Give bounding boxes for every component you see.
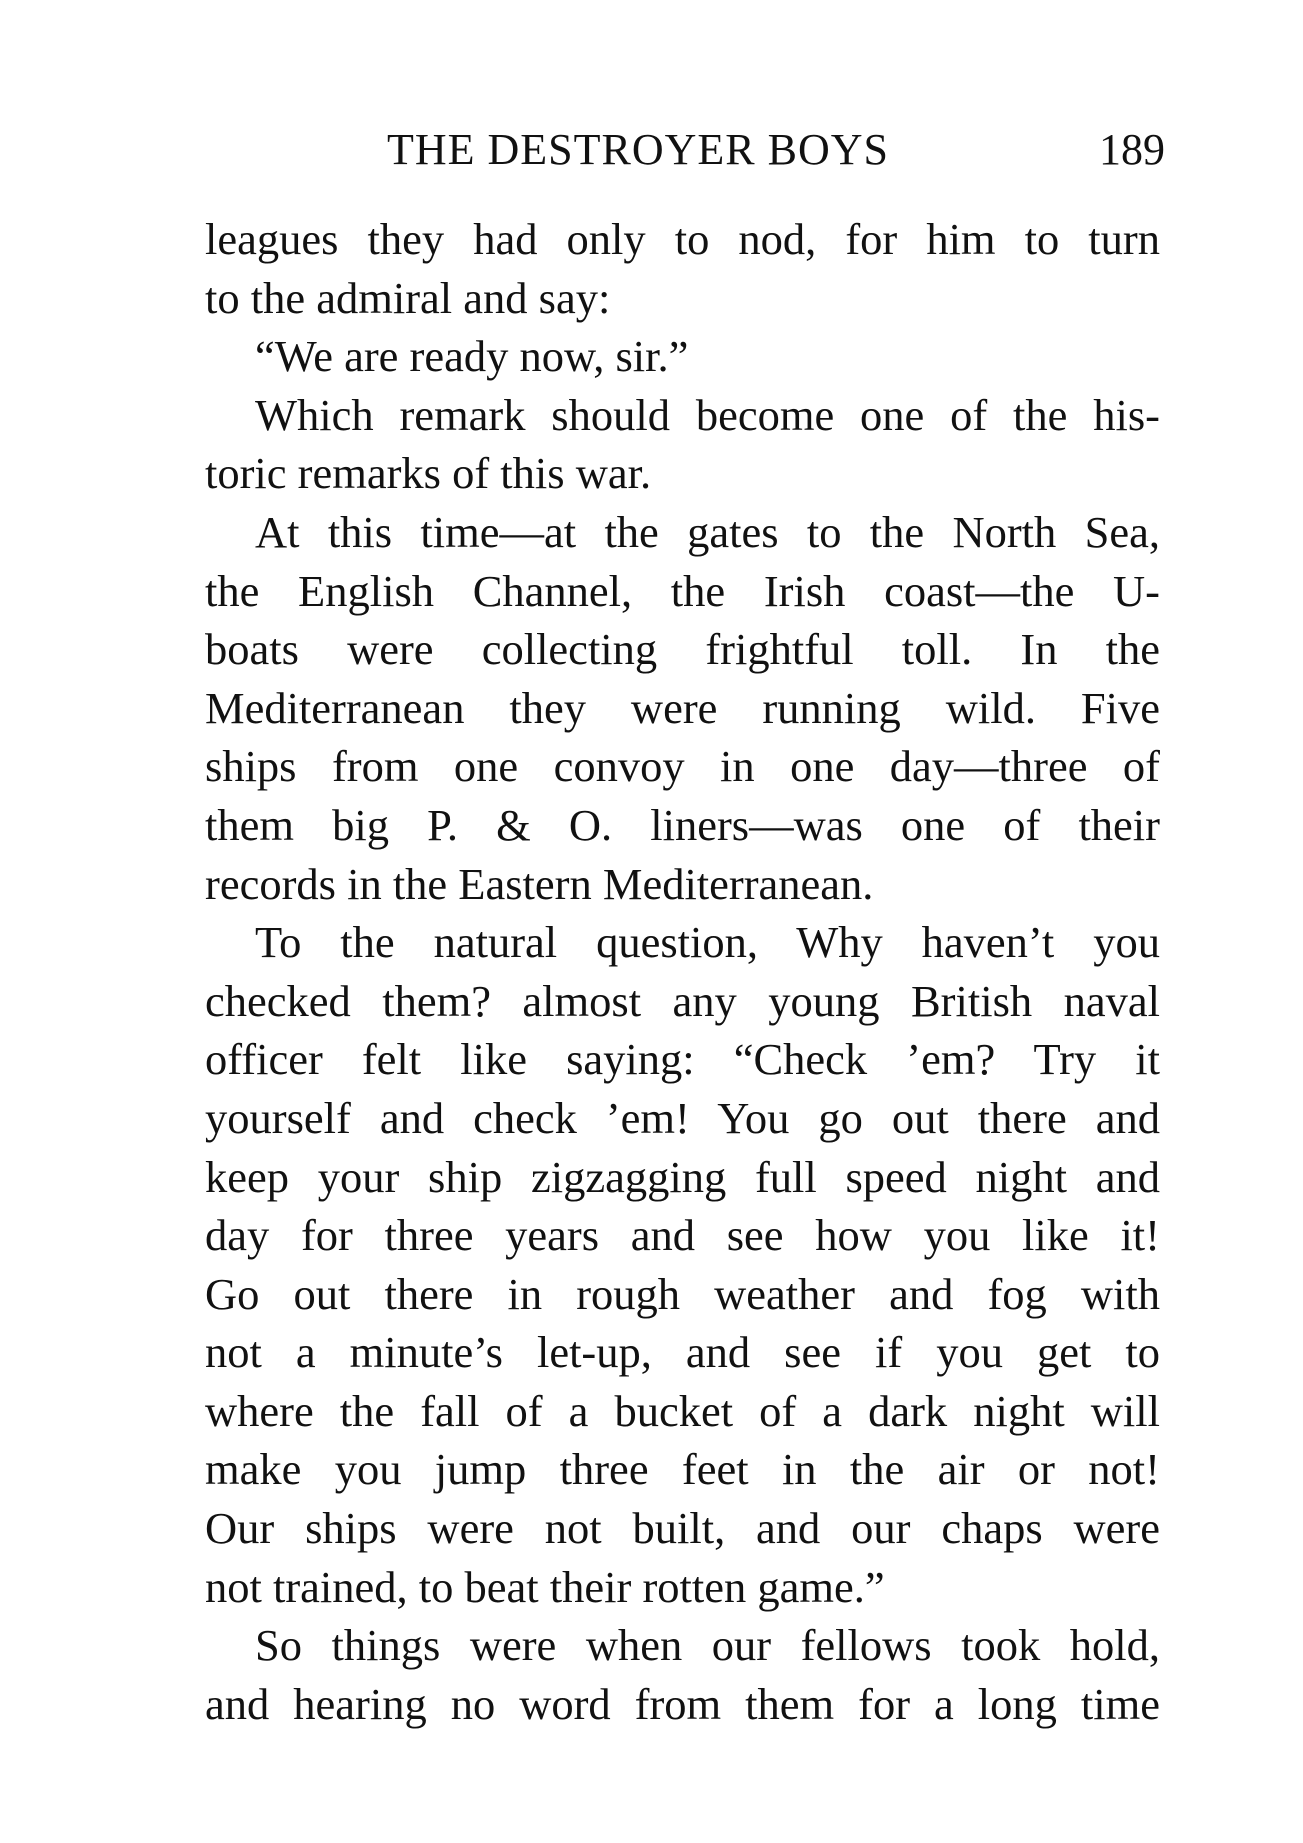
text-line: ships from one convoy in one day—three of bbox=[205, 741, 1160, 792]
text-line: Our ships were not built, and our chaps were bbox=[205, 1503, 1160, 1554]
text-line: checked them? almost any young British naval bbox=[205, 975, 1160, 1026]
text-line: yourself and check ’em! You go out there and bbox=[205, 1092, 1160, 1143]
text-line: At this time—at the gates to the North Sea, bbox=[255, 506, 1160, 557]
text-line: the English Channel, the Irish coast—the U- bbox=[205, 565, 1160, 616]
text-line: toric remarks of this war. bbox=[205, 448, 652, 499]
text-line: Mediterranean they were running wild. Five bbox=[205, 682, 1160, 733]
text-line: “We are ready now, sir.” bbox=[255, 331, 689, 382]
text-line: boats were collecting frightful toll. In the bbox=[205, 624, 1160, 675]
body-text bbox=[205, 210, 1160, 1733]
text-line: leagues they had only to nod, for him to turn bbox=[205, 214, 1160, 264]
text-line: To the natural question, Why haven’t you bbox=[255, 917, 1160, 968]
text-line: records in the Eastern Mediterranean. bbox=[205, 858, 874, 909]
text-line: officer felt like saying: “Check ’em? Try it bbox=[205, 1034, 1160, 1085]
page-number: 189 bbox=[1099, 125, 1165, 174]
text-line: where the fall of a bucket of a dark night will bbox=[205, 1385, 1160, 1436]
text-line: make you jump three feet in the air or not! bbox=[205, 1444, 1160, 1495]
text-line: Which remark should become one of the his- bbox=[255, 389, 1160, 440]
text-line: day for three years and see how you like it! bbox=[205, 1210, 1160, 1261]
text-line: not trained, to beat their rotten game.” bbox=[205, 1561, 885, 1612]
text-line: keep your ship zigzagging full speed night and bbox=[205, 1151, 1160, 1202]
text-line: them big P. & O. liners—was one of their bbox=[205, 799, 1160, 850]
text-line: So things were when our fellows took hold, bbox=[255, 1620, 1160, 1671]
running-title: THE DESTROYER BOYS bbox=[387, 125, 890, 174]
running-head bbox=[205, 120, 1165, 180]
text-line: not a minute’s let-up, and see if you get to bbox=[205, 1327, 1160, 1378]
text-line: and hearing no word from them for a long time bbox=[205, 1678, 1160, 1729]
text-line: Go out there in rough weather and fog with bbox=[205, 1268, 1160, 1319]
text-line: to the admiral and say: bbox=[205, 272, 611, 323]
